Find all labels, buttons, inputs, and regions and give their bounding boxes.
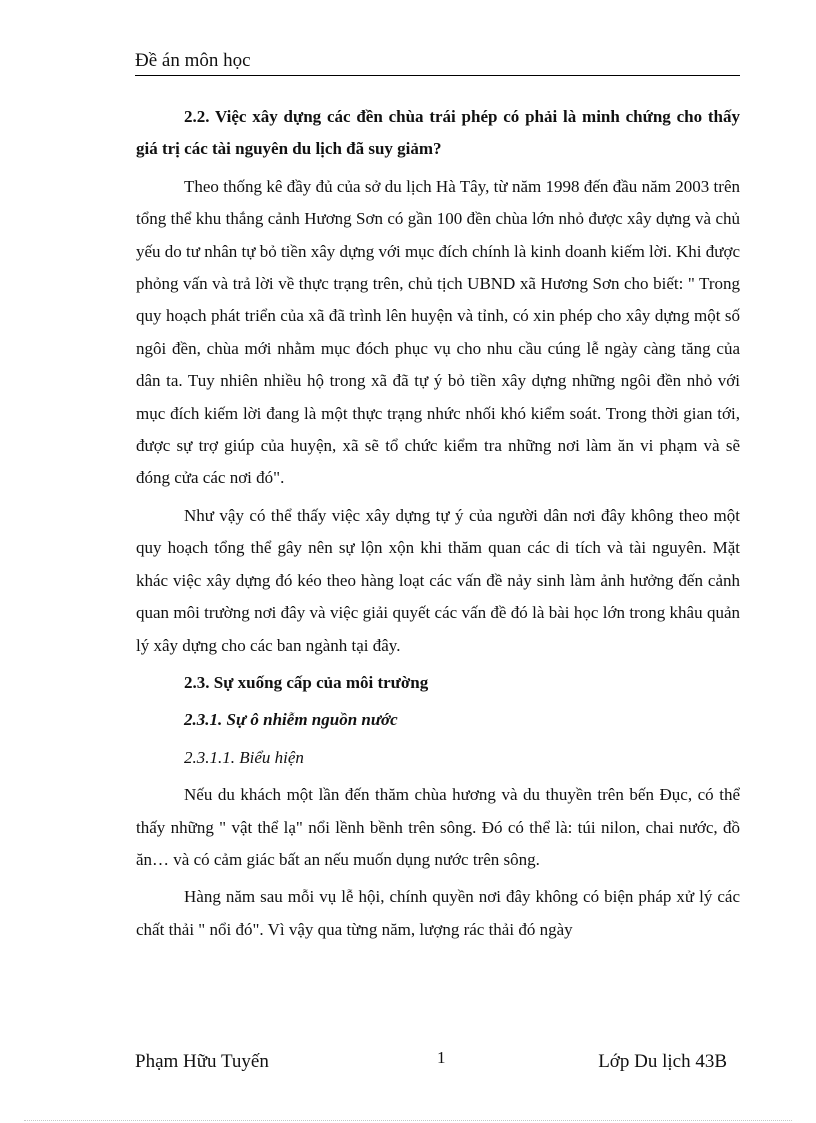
page-edge-divider bbox=[24, 1120, 792, 1121]
page-footer bbox=[135, 1050, 735, 1078]
subsubsection-heading-2-3-1-1: 2.3.1.1. Biểu hiện bbox=[184, 747, 304, 767]
footer-page-number: 1 bbox=[437, 1048, 446, 1067]
paragraph-conclusion: Như vậy có thể thấy việc xây dựng tự ý của người dân nơi đây không theo một quy hoạch tổng thể gây nên sự lộn xộn khi thăm quan các di tích và tài nguyên. Mặt khác việc xây dựng đó kéo theo hàng loạt các vấn đề nảy sinh làm ảnh hưởng đến cảnh quan môi trường nơi đây và việc giải quyết các vấn đề đó là bài học lớn trong khâu quản lý xây dựng cho các ban ngành tại đây. bbox=[136, 505, 740, 655]
header-title: Đề án môn học bbox=[135, 50, 251, 71]
paragraph-observation: Nếu du khách một lần đến thăm chùa hương và du thuyền trên bến Đục, có thể thấy những " vật thể lạ" nổi lềnh bềnh trên sông. Đó có thể là: túi nilon, chai nước, đồ ăn… và có cảm giác bất an nếu muốn dụng nước trên sông. bbox=[136, 785, 740, 869]
section-heading-2-3: 2.3. Sự xuống cấp của môi trường bbox=[184, 672, 429, 692]
paragraph-statistics: Theo thống kê đầy đủ của sở du lịch Hà Tây, từ năm 1998 đến đầu năm 2003 trên tổng thể khu thắng cảnh Hương Sơn có gần 100 đền chùa lớn nhỏ được xây dựng và chủ yếu do tư nhân tự bỏ tiền xây dựng với mục đích chính là kinh doanh kiếm lời. Khi được phỏng vấn và trả lời về thực trạng trên, chủ tịch UBND xã Hương Sơn cho biết: " Trong quy hoạch phát triển của xã đã trình lên huyện và tỉnh, có xin phép cho xây dựng một số ngôi đền, chùa mới nhằm mục đóch phục vụ cho nhu cầu cúng lễ ngày càng tăng của dân ta. Tuy nhiên nhiều hộ trong xã đã tự ý bỏ tiền xây dựng những ngôi đền nhỏ với mục đích kiếm lời đang là một thực trạng nhức nhối khó kiểm soát. Trong thời gian tới, được sự trợ giúp của huyện, xã sẽ tổ chức kiểm tra những nơi làm ăn vi phạm và sẽ đóng cửa các nơi đó". bbox=[136, 176, 740, 488]
paragraph-waste: Hàng năm sau mỗi vụ lễ hội, chính quyền nơi đây không có biện pháp xử lý các chất thải " nổi đó". Vì vậy qua từng năm, lượng rác thải đó ngày bbox=[136, 887, 740, 939]
document-body bbox=[136, 101, 740, 946]
subsection-heading-2-3-1: 2.3.1. Sự ô nhiễm nguồn nước bbox=[184, 710, 398, 730]
footer-author: Phạm Hữu Tuyến bbox=[135, 1051, 269, 1072]
section-heading-2-2: 2.2. Việc xây dựng các đền chùa trái phép có phải là minh chứng cho thấy giá trị các tài nguyên du lịch đã suy giảm? bbox=[136, 107, 740, 159]
page-header bbox=[135, 48, 740, 76]
footer-class: Lớp Du lịch 43B bbox=[598, 1051, 727, 1072]
